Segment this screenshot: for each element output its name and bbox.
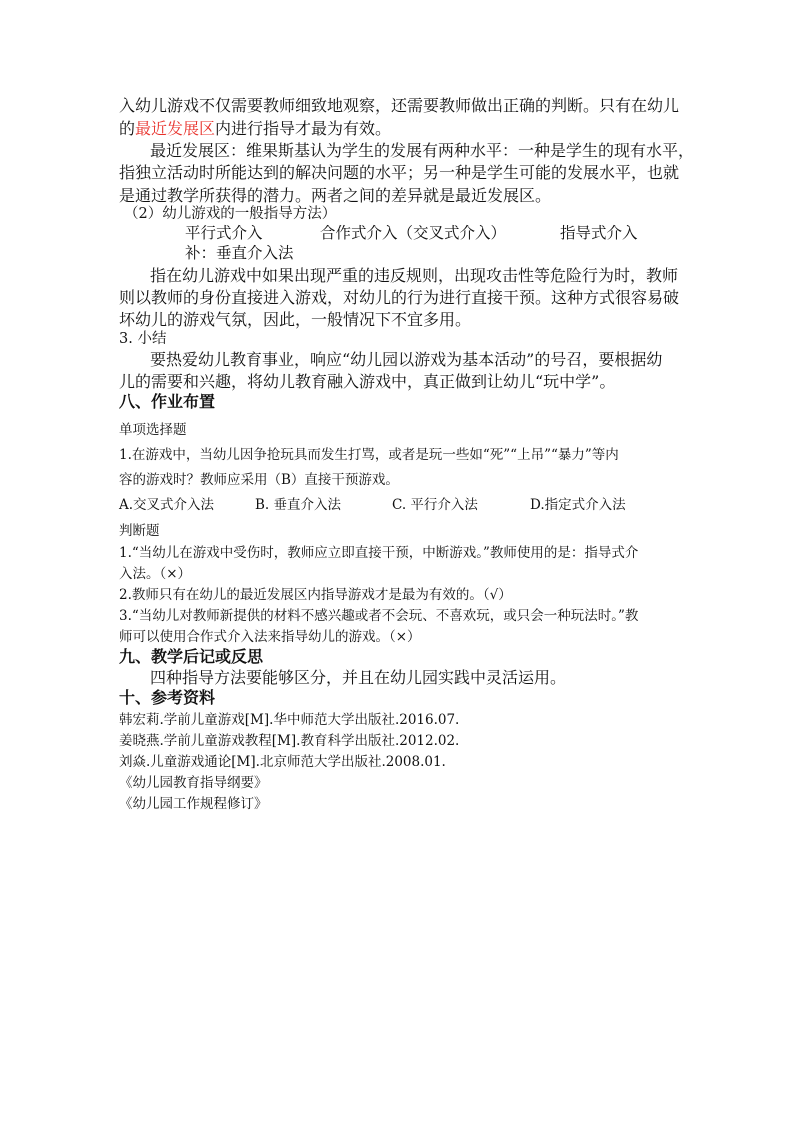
summary-line-1: 要热爱幼儿教育事业，响应“幼儿园以游戏为基本活动”的号召，要根据幼 (150, 350, 663, 369)
references-heading: 十、参考资料 (119, 688, 216, 707)
intro-line-1: 入幼儿游戏不仅需要教师细致地观察，还需要教师做出正确的判断。只有在幼儿 (119, 96, 680, 115)
single-choice-title: 单项选择题 (119, 422, 187, 438)
tf-question-1-line-1: 1.“当幼儿在游戏中受伤时，教师应立即直接干预，中断游戏。”教师使用的是：指导式介 (119, 545, 639, 561)
option-b: B. 垂直介入法 (255, 497, 342, 513)
question-1-line-1: 1.在游戏中，当幼儿因争抢玩具而发生打骂，或者是玩一些如“死”“上吊”“暴力”等内 (119, 447, 619, 463)
vertical-desc-line-1: 指在幼儿游戏中如果出现严重的违反规则，出现攻击性等危险行为时，教师 (150, 266, 679, 285)
methods-heading: （2）幼儿游戏的一般指导方法） (124, 206, 337, 222)
zpd-highlight-term: 最近发展区 (135, 119, 216, 138)
option-c: C. 平行介入法 (392, 497, 478, 513)
reference-item: 韩宏莉.学前儿童游戏[M].华中师范大学出版社.2016.07. (119, 712, 460, 728)
summary-heading: 3. 小结 (119, 331, 167, 347)
zpd-definition-line-2: 指独立活动时所能达到的解决问题的水平；另一种是学生可能的发展水平，也就 (119, 163, 680, 182)
reference-item: 《幼儿园教育指导纲要》 (119, 775, 268, 791)
option-a: A.交叉式介入法 (119, 497, 215, 513)
tf-question-3-line-2: 师可以使用合作式介入法来指导幼儿的游戏。（×） (119, 629, 421, 645)
reflection-text: 四种指导方法要能够区分，并且在幼儿园实践中灵活运用。 (150, 668, 567, 687)
option-d: D.指定式介入法 (530, 497, 626, 513)
intro-line-2-pre: 的 (119, 119, 136, 138)
method-vertical: 补：垂直介入法 (185, 244, 294, 262)
summary-line-2: 儿的需要和兴趣，将幼儿教育融入游戏中，真正做到让幼儿“玩中学”。 (119, 372, 616, 391)
intro-line-2 (119, 119, 391, 139)
method-cooperative: 合作式介入（交叉式介入） (320, 224, 507, 242)
method-parallel: 平行式介入 (185, 224, 263, 242)
zpd-definition-line-1: 最近发展区：维果斯基认为学生的发展有两种水平：一种是学生的现有水平， (150, 141, 695, 160)
intro-line-2-post: 内进行指导才最为有效。 (215, 119, 392, 138)
zpd-definition-line-3: 是通过教学所获得的潜力。两者之间的差异就是最近发展区。 (119, 186, 552, 205)
vertical-desc-line-3: 坏幼儿的游戏气氛，因此，一般情况下不宜多用。 (119, 310, 472, 329)
homework-heading: 八、作业布置 (119, 392, 216, 411)
reference-item: 姜晓燕.学前儿童游戏教程[M].教育科学出版社.2012.02. (119, 733, 460, 749)
question-1-line-2: 容的游戏时？教师应采用（B）直接干预游戏。 (119, 472, 399, 488)
reference-item: 《幼儿园工作规程修订》 (119, 796, 268, 812)
tf-question-3-line-1: 3.“当幼儿对教师新提供的材料不感兴趣或者不会玩、不喜欢玩，或只会一种玩法时。”教 (119, 608, 639, 624)
tf-question-1-line-2: 入法。（×） (119, 566, 192, 582)
reference-item: 刘焱.儿童游戏通论[M].北京师范大学出版社.2008.01. (119, 754, 446, 770)
reflection-heading: 九、教学后记或反思 (119, 647, 264, 666)
tf-question-2: 2.教师只有在幼儿的最近发展区内指导游戏才是最为有效的。（√） (119, 587, 512, 603)
true-false-title: 判断题 (119, 523, 160, 539)
vertical-desc-line-2: 则以教师的身份直接进入游戏，对幼儿的行为进行直接干预。这种方式很容易破 (119, 288, 680, 307)
method-guiding: 指导式介入 (560, 224, 638, 242)
